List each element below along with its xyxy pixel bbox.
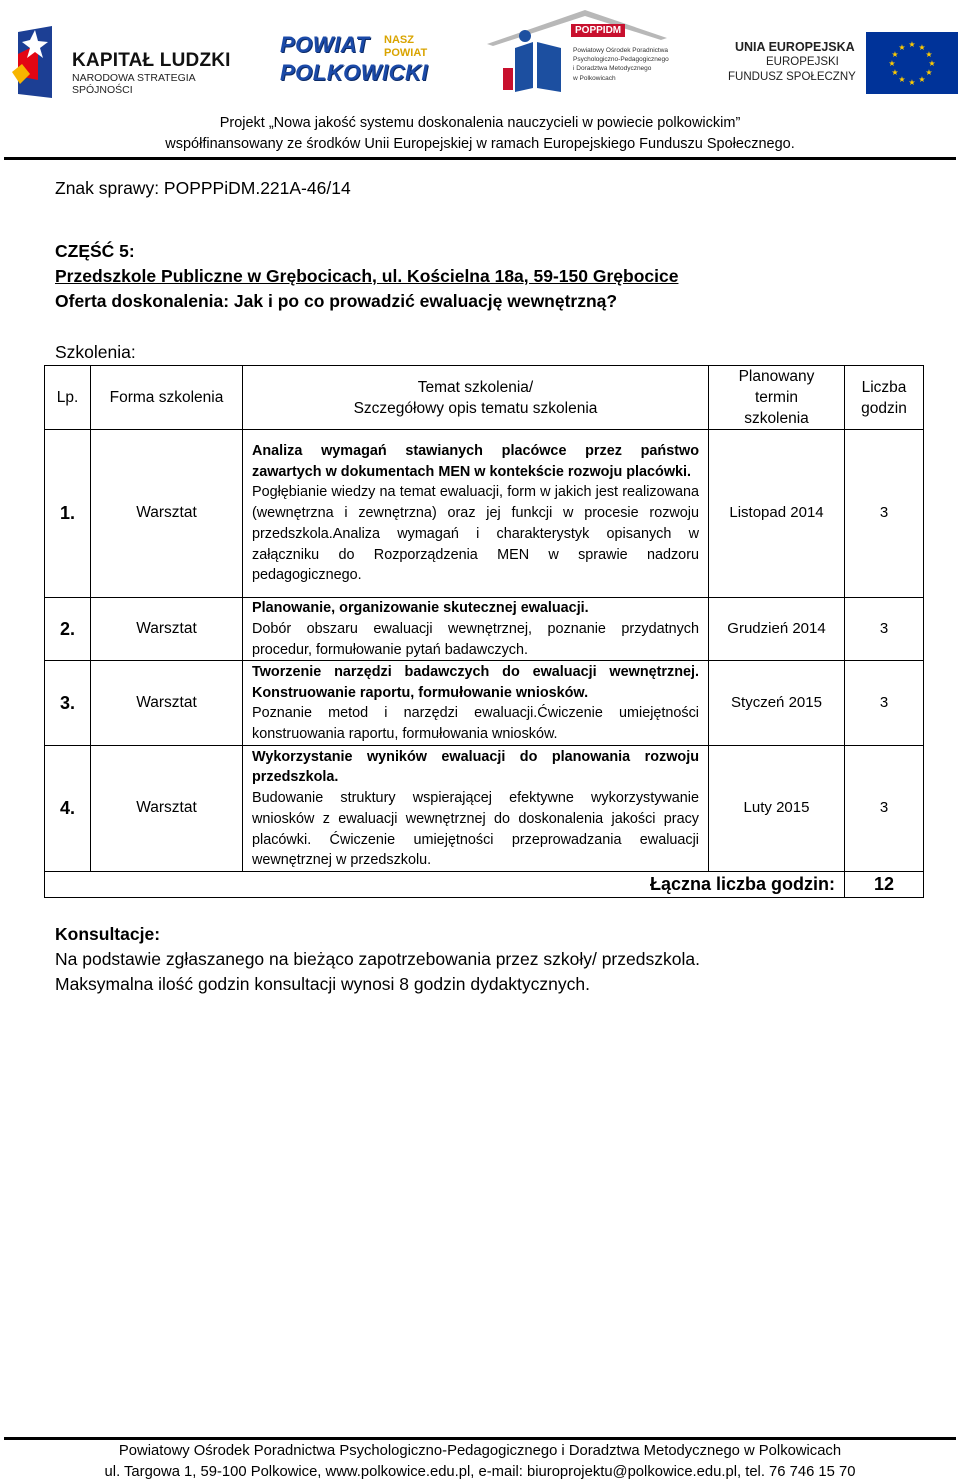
part-heading: CZĘŚĆ 5: [55, 241, 135, 261]
trainings-table [44, 365, 924, 898]
svg-text:★: ★ [898, 75, 906, 84]
svg-text:★: ★ [898, 43, 906, 52]
school-address: Przedszkole Publiczne w Grębocicach, ul. Kościelna 18a, 59-150 Grębocice [55, 266, 679, 286]
header-godziny [845, 366, 924, 430]
header-termin-line3: szkolenia [744, 410, 809, 427]
eu-flag-icon [866, 32, 958, 94]
case-number: Znak sprawy: POPPPiDM.221A-46/14 [55, 178, 351, 198]
svg-text:★: ★ [928, 59, 936, 68]
row-forma: Warsztat [91, 661, 243, 746]
row-forma: Warsztat [91, 598, 243, 661]
consultations-line-1: Na podstawie zgłaszanego na bieżąco zapotrzebowania przez szkoły/ przedszkola. [55, 949, 700, 969]
row-termin: Luty 2015 [709, 746, 845, 872]
ue-line2: EUROPEJSKI [766, 56, 839, 68]
row-lp: 3. [45, 661, 91, 746]
footer-line-2: ul. Targowa 1, 59-100 Polkowice, www.polkowice.edu.pl, e-mail: biuroprojektu@polkowice.edu.pl, tel. 76 746 15 70 [104, 1464, 856, 1480]
row-description [243, 661, 709, 746]
row-description [243, 746, 709, 872]
row-lp: 2. [45, 598, 91, 661]
svg-text:★: ★ [891, 50, 899, 59]
table-header-row [45, 366, 924, 430]
kapital-ludzki-emblem-icon [8, 24, 64, 100]
consultations-line-2: Maksymalna ilość godzin konsultacji wynosi 8 godzin dydaktycznych. [55, 974, 590, 994]
svg-text:★: ★ [888, 59, 896, 68]
powiat-polkowicki-logo [280, 32, 440, 92]
kapital-ludzki-logo [8, 22, 248, 102]
row-topic-title: Planowanie, organizowanie skutecznej ewaluacji. [252, 600, 589, 616]
poppidm-logo [485, 8, 670, 98]
row-lp: 1. [45, 430, 91, 598]
header-divider [4, 157, 956, 160]
poppidm-line: i Doradztwa Metodycznego [573, 65, 652, 73]
poppidm-line: Powiatowy Ośrodek Poradnictwa [573, 47, 669, 54]
svg-text:★: ★ [925, 50, 933, 59]
row-topic-title: Analiza wymagań stawianych placówce przez państwo zawartych w dokumentach MEN w kontekście rozwoju placówki. [252, 442, 699, 480]
row-godziny: 3 [845, 598, 924, 661]
row-termin: Grudzień 2014 [709, 598, 845, 661]
powiat-word: POWIAT [280, 32, 370, 57]
table-row [45, 746, 924, 872]
table-row [45, 661, 924, 746]
header-godziny-line2: godzin [861, 399, 907, 417]
kapital-ludzki-title: KAPITAŁ LUDZKI [72, 50, 231, 71]
header-termin-line2: termin [754, 389, 799, 406]
row-topic-title: Tworzenie narzędzi badawczych do ewaluacji wewnętrznej. Konstruowanie raportu, formułowanie wniosków. [252, 663, 699, 701]
row-description [243, 430, 709, 598]
consultations-heading: Konsultacje: [55, 924, 161, 944]
row-godziny: 3 [845, 661, 924, 746]
header-termin-line1: Planowany [738, 368, 815, 385]
nasz-word: NASZ [384, 34, 414, 46]
row-topic-title: Wykorzystanie wyników ewaluacji do planowania rozwoju przedszkola. [252, 748, 699, 786]
ue-title: UNIA EUROPEJSKA [735, 40, 855, 54]
footer-divider [4, 1437, 956, 1440]
trainings-heading: Szkolenia: [55, 342, 136, 362]
poppidm-description [573, 46, 669, 83]
table-row [45, 598, 924, 661]
header-temat [243, 366, 709, 430]
nasz-powiat-label [384, 34, 427, 60]
total-hours-value: 12 [845, 872, 924, 898]
row-termin: Listopad 2014 [709, 430, 845, 598]
header-lp: Lp. [45, 366, 91, 430]
svg-text:★: ★ [908, 40, 916, 49]
row-termin: Styczeń 2015 [709, 661, 845, 746]
row-description [243, 598, 709, 661]
poppidm-line: Psychologiczno-Pedagogicznego [573, 56, 669, 64]
unia-europejska-logo [726, 30, 960, 94]
row-topic-desc: Dobór obszaru ewaluacji wewnętrznej, poznanie przydatnych procedur, formułowanie pytań badawczych. [252, 620, 699, 658]
header-godziny-line1: Liczba [861, 378, 907, 396]
svg-text:★: ★ [918, 75, 926, 84]
row-forma: Warsztat [91, 746, 243, 872]
row-forma: Warsztat [91, 430, 243, 598]
table-sum-row [45, 872, 924, 898]
svg-text:★: ★ [918, 43, 926, 52]
svg-text:★: ★ [925, 68, 933, 77]
row-topic-desc: Pogłębianie wiedzy na temat ewaluacji, form w jakich jest realizowana (wewnętrzna i zewnętrzna) oraz jej funkcji w procesie rozwoju przedszkola.Analiza wymagań i charakterystyk opisanych w załączniku do Rozporządzenia MEN w sprawie nadzoru pedagogicznego. [252, 484, 699, 584]
powiat-small-word: POWIAT [384, 47, 428, 59]
row-topic-desc: Budowanie struktury wspierającej efektywne wykorzystywanie wniosków z ewaluacji wewnętrznej do doskonalenia jakości pracy placówki. Ćwiczenie umiejętności przeprowadzania ewaluacji wewnętrznej w przedszkolu. [252, 790, 699, 869]
header-temat-line1: Temat szkolenia/ [417, 378, 534, 396]
project-line-1: Projekt „Nowa jakość systemu doskonalenia nauczycieli w powiecie polkowickim” [219, 115, 741, 131]
poppidm-badge: POPPIDM [571, 24, 625, 37]
row-topic-desc: Poznanie metod i narzędzi ewaluacji.Ćwiczenie umiejętności konstruowania raportu, formułowania wniosków. [252, 705, 699, 743]
ue-line3: FUNDUSZ SPOŁECZNY [728, 71, 856, 83]
row-lp: 4. [45, 746, 91, 872]
svg-text:★: ★ [891, 68, 899, 77]
header-forma: Forma szkolenia [91, 366, 243, 430]
table-row [45, 430, 924, 598]
svg-text:★: ★ [908, 78, 916, 87]
footer-line-1: Powiatowy Ośrodek Poradnictwa Psychologiczno-Pedagogicznego i Doradztwa Metodycznego w Polkowicach [118, 1443, 842, 1459]
offer-title: Oferta doskonalenia: Jak i po co prowadzić ewaluację wewnętrzną? [55, 291, 618, 311]
header-temat-line2: Szczegółowy opis tematu szkolenia [353, 399, 598, 417]
row-godziny: 3 [845, 430, 924, 598]
header-termin [709, 366, 845, 430]
polkowicki-word: POLKOWICKI [280, 60, 428, 85]
row-godziny: 3 [845, 746, 924, 872]
total-hours-label: Łączna liczba godzin: [45, 872, 845, 898]
project-line-2: współfinansowany ze środków Unii Europejskiej w ramach Europejskiego Funduszu Społecznego. [165, 136, 795, 152]
kapital-ludzki-subtitle: NARODOWA STRATEGIA SPÓJNOŚCI [72, 72, 196, 96]
poppidm-line: w Polkowicach [573, 74, 616, 82]
